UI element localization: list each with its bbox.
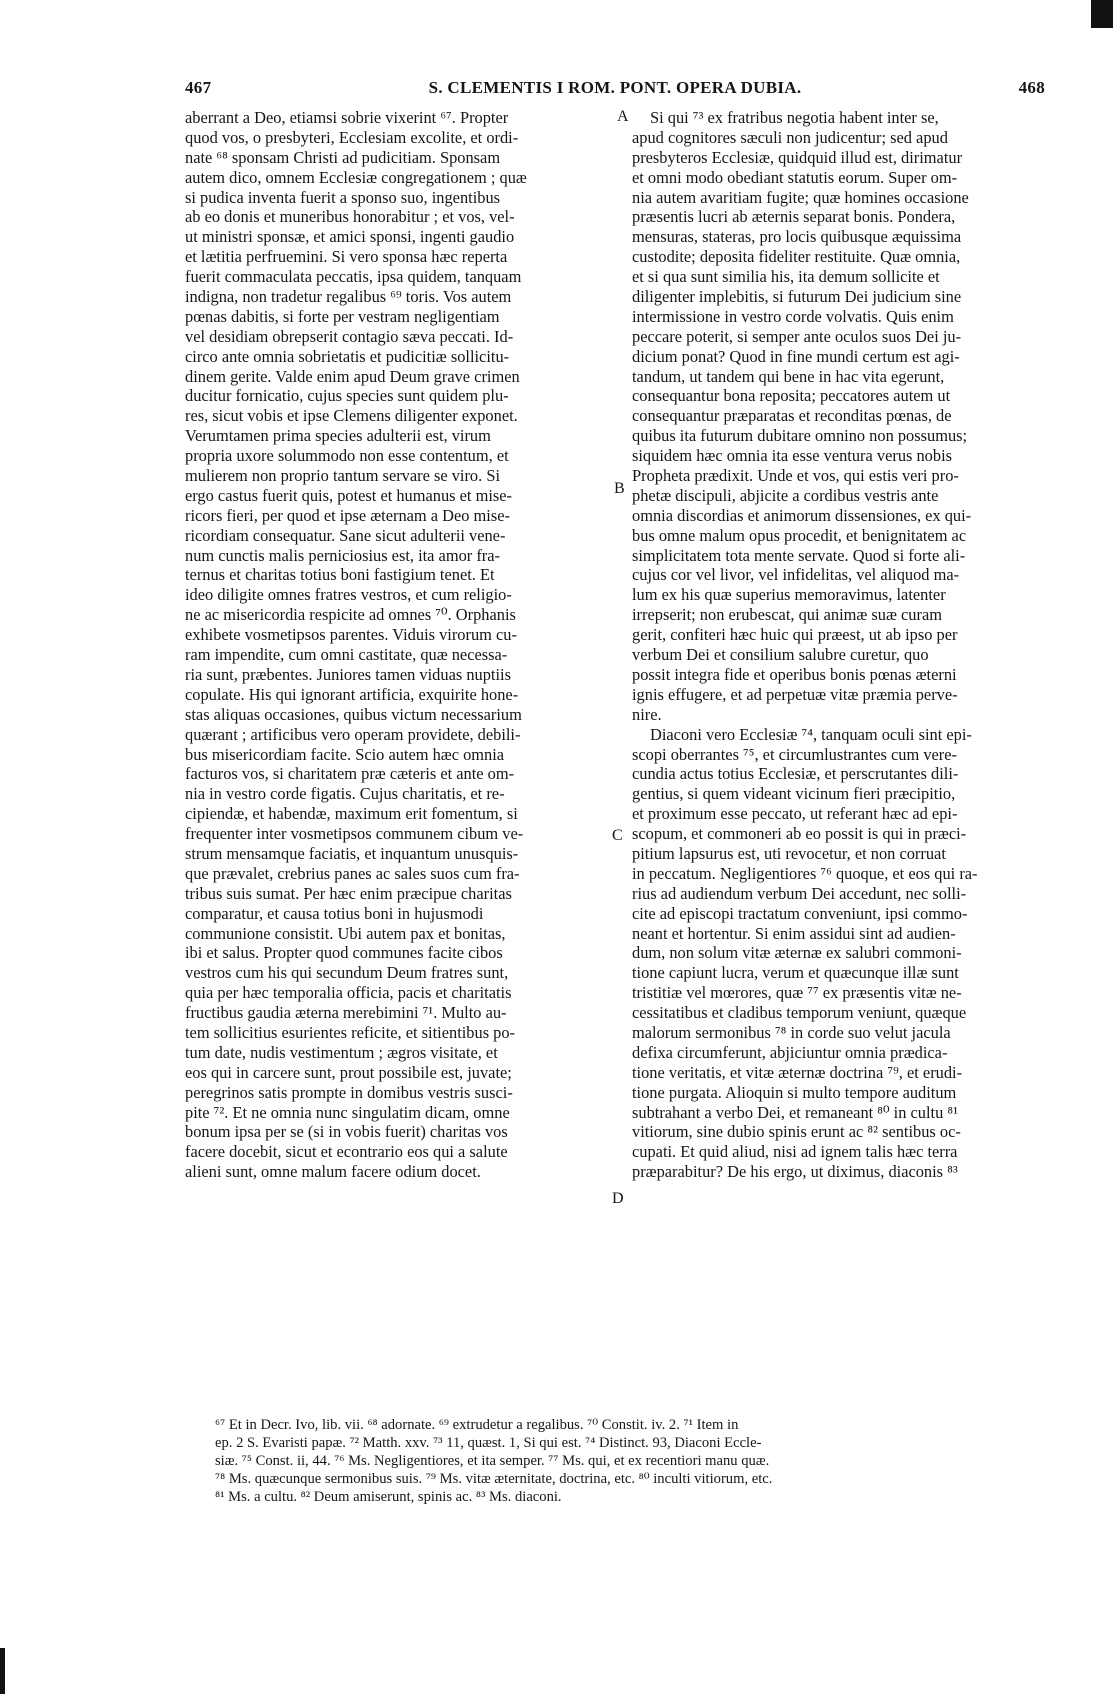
left-page-number: 467	[185, 78, 212, 97]
text-line: Verumtamen prima species adulterii est, virum	[185, 426, 491, 446]
margin-marker-c: C	[612, 827, 623, 844]
text-line: ducitur fornicatio, cujus species sunt quidem plu-	[185, 386, 509, 406]
text-line: copulate. His qui ignorant artificia, exquirite hone-	[185, 684, 519, 704]
text-line: circo ante omnia sobrietatis et pudicitiæ sollicitu-	[185, 346, 510, 366]
text-line: consequantur præparatas et reconditas pœnas, de	[632, 406, 952, 426]
text-line: si pudica inventa fuerit a sponso suo, ingentibus	[185, 187, 501, 207]
text-line: cujus cor vel livor, vel infidelitas, vel aliquod ma-	[632, 565, 960, 585]
text-line: defixa circumferunt, abjiciuntur omnia prædica-	[632, 1042, 948, 1062]
text-line: lum ex his quæ superius memoravimus, latenter	[632, 585, 946, 605]
text-line: Diaconi vero Ecclesiæ ⁷⁴, tanquam oculi sint epi-	[650, 724, 972, 744]
text-line: scopum, et commoneri ab eo possit is qui in præci-	[632, 824, 967, 844]
text-line: dicium ponat? Quod in fine mundi certum est agi-	[632, 346, 960, 366]
right-text-column	[632, 108, 1047, 1182]
text-line: ria sunt, præbentes. Juniores tamen viduas nuptiis	[185, 664, 511, 684]
text-line: Si qui ⁷³ ex fratribus negotia habent inter se,	[650, 108, 939, 127]
text-line: bonum ipsa per se (si in vobis fuerit) charitas vos	[185, 1122, 508, 1142]
footnote-line: siæ. ⁷⁵ Const. ii, 44. ⁷⁶ Ms. Negligentiores, et ita semper. ⁷⁷ Ms. qui, et ex recentiori manu quæ.	[215, 1453, 770, 1469]
text-line: tandum, ut tandem qui bene in hac vita egerunt,	[632, 366, 945, 386]
text-line: indigna, non tradetur regalibus ⁶⁹ toris. Vos autem	[185, 287, 512, 307]
text-line: nia in vestro corde figatis. Cujus charitatis, et re-	[185, 784, 505, 804]
text-line: neant et hortentur. Si enim assidui sint ad audien-	[632, 923, 956, 943]
text-line: facere docebit, sicut et econtrario eos qui a salute	[185, 1142, 508, 1162]
text-line: scopi oberrantes ⁷⁵, et circumlustrantes cum vere-	[632, 744, 958, 764]
text-line: num cunctis malis perniciosius est, ita amor fra-	[185, 545, 500, 565]
text-line: cipiendæ, et habendæ, maximum erit fomentum, si	[185, 804, 518, 824]
text-line: bus misericordiam facite. Scio autem hæc omnia	[185, 744, 505, 764]
text-line: intermissione in vestro corde volvatis. Quis enim	[632, 306, 954, 326]
text-line: ab eo donis et muneribus honorabitur ; et vos, vel-	[185, 207, 515, 227]
text-line: dum, non solum vitæ æternæ ex salubri commoni-	[632, 943, 962, 963]
scan-edge-mark	[0, 1648, 5, 1694]
page-header	[185, 78, 1045, 102]
text-line: eos qui in carcere sunt, prout possibile est, juvate;	[185, 1062, 512, 1082]
text-line: malorum sermonibus ⁷⁸ in corde suo velut jacula	[632, 1022, 951, 1042]
footnotes	[215, 1416, 1050, 1506]
text-line: aberrant a Deo, etiamsi sobrie vixerint ⁶⁷. Propter	[185, 108, 509, 127]
text-line: communione consistit. Ubi autem pax et bonitas,	[185, 923, 506, 943]
text-line: dinem gerite. Valde enim apud Deum grave crimen	[185, 366, 520, 386]
text-line: subtrahant a verbo Dei, et remaneant ⁸⁰ in cultu ⁸¹	[632, 1102, 959, 1122]
left-text-column	[185, 108, 613, 1182]
text-line: possit integra fide et operibus bonis pœnas æterni	[632, 664, 957, 684]
margin-marker-b: B	[614, 480, 625, 497]
footnote-line: ⁷⁸ Ms. quæcunque sermonibus suis. ⁷⁹ Ms. vitæ æternitate, doctrina, etc. ⁸⁰ inculti vitiorum, etc.	[215, 1471, 773, 1487]
footnote-line: ⁶⁷ Et in Decr. Ivo, lib. vii. ⁶⁸ adornate. ⁶⁹ extrudetur a regalibus. ⁷⁰ Constit. iv. 2. ⁷¹ Item in	[215, 1417, 739, 1433]
text-line: in peccatum. Negligentiores ⁷⁶ quoque, et eos qui ra-	[632, 863, 978, 883]
text-line: diligenter implebitis, si futurum Dei judicium sine	[632, 287, 962, 307]
text-line: quia per hæc temporalia officia, pacis et charitatis	[185, 983, 512, 1003]
text-line: propria uxore solummodo non esse contentum, et	[185, 446, 509, 466]
text-line: frequenter inter vosmetipsos communem cibum ve-	[185, 824, 524, 844]
text-line: nia autem avaritiam fugite; quæ homines occasione	[632, 187, 969, 207]
text-line: vitiorum, sine dubio spinis erunt ac ⁸² sentibus oc-	[632, 1122, 961, 1142]
text-line: quibus ita futurum dubitare omnino non possumus;	[632, 426, 968, 446]
text-line: tristitiæ vel mœrores, quæ ⁷⁷ ex præsentis vitæ ne-	[632, 983, 962, 1003]
text-line: tum date, nudis vestimentum ; ægros visitate, et	[185, 1042, 498, 1062]
text-line: ibi et salus. Propter quod communes facite cibos	[185, 943, 503, 963]
margin-marker-a: A	[617, 108, 629, 125]
text-line: mulierem non proprio tantum servare se viro. Si	[185, 466, 500, 486]
text-line: ut ministri sponsæ, et amici sponsi, ingenti gaudio	[185, 227, 515, 247]
text-line: et lætitia perfruemini. Si vero sponsa hæc reperta	[185, 247, 508, 267]
text-line: gerit, confiteri hæc huic qui præest, ut ab ipso per	[632, 625, 958, 645]
text-line: tione veritatis, et vitæ æternæ doctrina ⁷⁹, et erudi-	[632, 1062, 963, 1082]
text-line: alieni sunt, omne malum facere odium docet.	[185, 1162, 481, 1182]
text-line: tione capiunt lucra, verum et quæcunque illæ sunt	[632, 963, 959, 983]
text-line: peccare poterit, si semper ante oculos suos Dei ju-	[632, 326, 962, 346]
text-line: fuerit commaculata peccatis, ipsa quidem, tanquam	[185, 267, 522, 287]
text-line: custodite; deposita fideliter restituite. Quæ omnia,	[632, 247, 961, 267]
text-line: irrepserit; non erubescat, qui animæ suæ curam	[632, 605, 942, 625]
text-line: pœnas dabitis, si forte per vestram negligentiam	[185, 306, 500, 326]
text-line: cupati. Et quid aliud, nisi ad ignem talis hæc terra	[632, 1142, 958, 1162]
text-line: stas aliquas occasiones, quibus victum necessarium	[185, 704, 522, 724]
footnote-line: ep. 2 S. Evaristi papæ. ⁷² Matth. xxv. ⁷³ 11, quæst. 1, Si qui est. ⁷⁴ Distinct. 93, Diaconi Eccle-	[215, 1435, 762, 1451]
text-line: ricordiam consequatur. Sane sicut adulterii vene-	[185, 525, 506, 545]
text-line: verbum Dei et consilium salubre curetur, quo	[632, 645, 929, 665]
text-line: ideo diligite omnes fratres vestros, et cum religio-	[185, 585, 512, 605]
text-line: ram impendite, cum omni castitate, quæ necessa-	[185, 645, 508, 665]
scan-corner-mark	[1091, 0, 1113, 28]
text-line: gentius, si quem videant vicinum fieri præcipitio,	[632, 784, 956, 804]
text-line: ignis effugere, et ad perpetuæ vitæ præmia perve-	[632, 684, 958, 704]
text-line: cite ad episcopi tractatum conveniunt, ipsi commo-	[632, 903, 968, 923]
text-line: pitium lapsurus est, uti revocetur, et non corruat	[632, 843, 946, 863]
running-title: S. CLEMENTIS I ROM. PONT. OPERA DUBIA.	[428, 78, 802, 97]
text-line: et omni modo obediant statutis eorum. Super om-	[632, 167, 958, 187]
text-line: tione purgata. Alioquin si multo tempore auditum	[632, 1082, 957, 1102]
text-line: et si qua sunt similia his, ita demum sollicite et	[632, 267, 940, 287]
text-line: fructibus gaudia æterna merebimini ⁷¹. Multo au-	[185, 1003, 507, 1023]
margin-marker-d: D	[612, 1190, 624, 1207]
text-line: tem sollicitius esurientes reficite, et sitientibus po-	[185, 1022, 516, 1042]
text-line: presbyteros Ecclesiæ, quidquid illud est, dirimatur	[632, 147, 963, 167]
footnote-line: ⁸¹ Ms. a cultu. ⁸² Deum amiserunt, spinis ac. ⁸³ Ms. diaconi.	[215, 1489, 562, 1505]
text-line: pite ⁷². Et ne omnia nunc singulatim dicam, omne	[185, 1102, 510, 1122]
text-line: cessitatibus et cladibus temporum veniunt, quæque	[632, 1003, 967, 1023]
text-line: quærant ; artificibus vero operam providete, debili-	[185, 724, 521, 744]
text-line: autem dico, omnem Ecclesiæ congregationem ; quæ	[185, 167, 527, 187]
text-line: que prævalet, crebrius panes ac sales suos cum fra-	[185, 863, 520, 883]
text-line: nire.	[632, 704, 662, 724]
text-line: strum mensamque faciatis, et inquantum unusquis-	[185, 843, 519, 863]
text-line: vel desidiam obrepserit contagio sæva peccati. Id-	[185, 326, 514, 346]
right-page-number: 468	[1018, 78, 1045, 97]
text-line: præsentis lucri ab æternis separat bonis. Pondera,	[632, 207, 956, 227]
text-line: facturos vos, si charitatem præ cæteris et ante om-	[185, 764, 515, 784]
text-line: præparabitur? De his ergo, ut diximus, diaconis ⁸³	[632, 1162, 958, 1182]
text-line: nate ⁶⁸ sponsam Christi ad pudicitiam. Sponsam	[185, 147, 501, 167]
text-line: mensuras, stateras, pro locis quibusque æquissima	[632, 227, 962, 247]
text-line: et proximum esse peccato, ut referant hæc ad epi-	[632, 804, 958, 824]
text-line: ternus et charitas totius boni fastigium tenet. Et	[185, 565, 495, 585]
text-line: ricors fieri, per quod et ipse æternam a Deo mise-	[185, 505, 510, 525]
text-line: consequantur bona reposita; peccatores autem ut	[632, 386, 951, 406]
text-line: rius ad audiendum verbum Dei accedunt, nec solli-	[632, 883, 967, 903]
text-line: cundia actus totius Ecclesiæ, et perscrutantes dili-	[632, 764, 959, 784]
text-line: res, sicut vobis et ipse Clemens diligenter exponet.	[185, 406, 518, 426]
text-line: exhibete vosmetipsos parentes. Viduis virorum cu-	[185, 625, 517, 645]
text-line: simplicitatem tota mente servate. Quod si forte ali-	[632, 545, 966, 565]
text-line: peregrinos satis prompte in domibus vestris susci-	[185, 1082, 513, 1102]
text-line: tribus suis sumat. Per hæc enim præcipue charitas	[185, 883, 512, 903]
text-line: ergo castus fuerit quis, potest et humanus et mise-	[185, 485, 512, 505]
text-line: Propheta prædixit. Unde et vos, qui estis veri pro-	[632, 466, 959, 486]
text-line: phetæ discipuli, abjicite a cordibus vestris ante	[632, 485, 939, 505]
text-line: comparatur, et causa totius boni in hujusmodi	[185, 903, 484, 923]
text-line: quod vos, o presbyteri, Ecclesiam excolite, et ordi-	[185, 127, 519, 147]
text-line: bus omne malum opus procedit, et benignitatem ac	[632, 525, 967, 545]
text-line: siquidem hæc omnia ita esse ventura verus nobis	[632, 446, 953, 466]
text-line: apud cognitores sæculi non judicentur; sed apud	[632, 127, 948, 147]
text-line: ne ac misericordia respicite ad omnes ⁷⁰. Orphanis	[185, 605, 516, 625]
text-line: vestros cum his qui secundum Deum fratres sunt,	[185, 963, 509, 983]
text-line: omnia discordias et animorum dissensiones, ex qui-	[632, 505, 972, 525]
